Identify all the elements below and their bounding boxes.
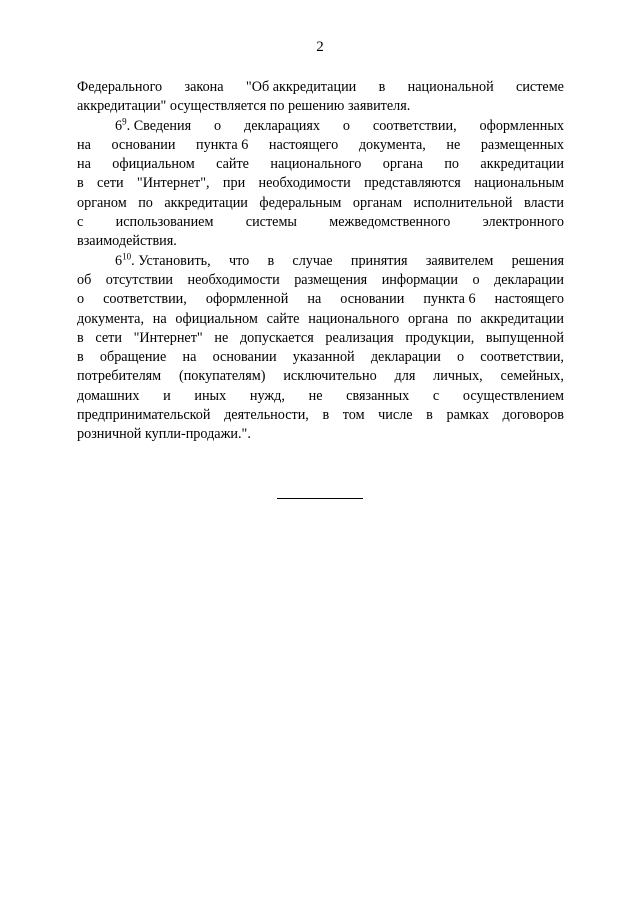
word: национальным [474,175,564,192]
clause-number-base: 6 [115,252,123,269]
word: личных, [433,368,483,385]
word: обращение [99,349,167,366]
paragraph-6-9-first-line [77,117,564,136]
word: основании [212,349,277,366]
clause-number-superscript: 9 [122,115,127,126]
word: с [77,214,84,231]
word: системе [516,79,564,95]
word: случае [292,252,333,269]
word: в [77,175,84,192]
word: межведомственного [329,214,451,231]
text-line [77,329,564,348]
word: федеральным [259,194,342,211]
word: розничной купли-продажи.". [77,426,251,443]
word: сети [97,175,124,192]
word: сайте [266,310,300,327]
word: аккредитации [480,310,564,327]
word: что [228,252,250,269]
word: аккредитации [164,194,248,211]
text-line [77,425,564,444]
word: электронного [482,214,564,231]
word: выпущенной [485,329,564,346]
word: на [77,136,91,153]
word: о [472,271,480,288]
word: отсутствии [105,271,174,288]
word: продукции, [405,329,475,346]
text-line [77,310,564,329]
word: и [163,387,171,404]
word: официальном [175,310,258,327]
word: указанной [292,349,355,366]
word: документа, [77,310,144,327]
word: документа, [358,136,426,153]
word: информации [381,271,458,288]
word: оформленных [479,117,564,134]
text-line [77,387,564,406]
word: пункта 6 [196,136,249,153]
word: заявителем [425,252,494,269]
word: (покупателям) [178,368,266,385]
text-line [77,348,564,367]
word: о [456,349,465,366]
word: в [77,349,84,366]
word: семейных, [500,368,564,385]
word: предпринимательской [77,407,211,424]
word: об [77,271,92,288]
word: соответствии, [103,291,187,308]
text-line [77,174,564,193]
word: аккредитации [480,156,564,173]
word: соответствии, [480,349,564,366]
word: иных [194,387,227,404]
word: аккредитации" осуществляется по решению заявителя. [77,98,411,115]
word: по [444,156,460,173]
paragraph-6-10-first-line [77,252,564,271]
word: представляются [364,175,461,192]
word: на [182,349,197,366]
text-line [77,194,564,213]
word: системы [245,214,297,231]
text-line [77,97,564,116]
word: необходимости [187,271,280,288]
word: соответствии, [372,117,457,134]
end-separator-line [277,498,363,499]
word: в [426,407,433,424]
word: исключительно [283,368,377,385]
word: исполнительной [413,194,513,211]
word: декларациях [244,117,320,134]
text-line [77,367,564,386]
word: не [214,329,229,346]
clause-number [115,252,211,271]
word: для [394,368,416,385]
word: домашних [77,387,140,404]
word: в [322,407,330,424]
word: пункта 6 [423,291,476,308]
text-line [77,406,564,425]
word: числе [378,407,413,424]
word: . Сведения [126,117,192,134]
word: Федерального [77,79,163,95]
page-number: 2 [316,39,324,55]
word: на [77,156,91,173]
word: решения [511,252,564,269]
text-line [77,155,564,174]
word: реализация [325,329,394,346]
word: органа [408,310,449,327]
word: по [138,194,153,211]
word: потребителям [77,368,162,385]
word: в [77,329,84,346]
word: национальной [407,79,494,95]
word: о [214,117,222,134]
word: о [77,291,85,308]
word: в [267,252,275,269]
word: органам [352,194,403,211]
word: на [307,291,322,308]
word: рамках [446,407,489,424]
word: не [308,387,323,404]
word: национального [270,156,362,173]
text-line [77,290,564,309]
text-line [77,271,564,290]
text-line [77,232,564,251]
word: осуществлением [462,387,564,404]
word: декларации [494,271,564,288]
word: официальном [112,156,195,173]
word: основании [340,291,405,308]
word: оформленной [205,291,289,308]
word: настоящего [494,291,564,308]
word: связанных [346,387,410,404]
word: . Установить, [131,252,211,269]
word: сайте [216,156,249,173]
word: нужд, [249,387,285,404]
word: допускается [239,329,314,346]
word: необходимости [258,175,351,192]
text-line [77,213,564,232]
word: при [222,175,246,192]
clause-number-base: 6 [115,117,123,134]
word: декларации [370,349,441,366]
word: договоров [502,407,564,424]
word: основании [111,136,176,153]
word: о [342,117,350,134]
word: настоящего [268,136,339,153]
word: "Интернет" [133,329,203,346]
word: размещенных [480,136,564,153]
word: органом [77,194,127,211]
word: деятельности, [224,407,309,424]
text-line [77,78,564,97]
word: органа [382,156,423,173]
word: по [456,310,472,327]
word: не [446,136,461,153]
word: "Интернет", [136,175,210,192]
word: взаимодействия. [77,233,177,250]
word: закона [184,79,224,95]
word: национального [308,310,400,327]
word: размещения [294,271,368,288]
word: сети [95,329,122,346]
document-body [77,78,564,445]
word: "Об аккредитации [245,79,357,95]
word: власти [524,194,564,211]
word: на [152,310,167,327]
text-line [77,136,564,155]
clause-number [115,117,191,136]
word: том [342,407,365,424]
word: в [378,79,386,95]
word: с [432,387,440,404]
clause-number-superscript: 10 [122,250,132,261]
word: использованием [115,214,214,231]
word: принятия [350,252,408,269]
